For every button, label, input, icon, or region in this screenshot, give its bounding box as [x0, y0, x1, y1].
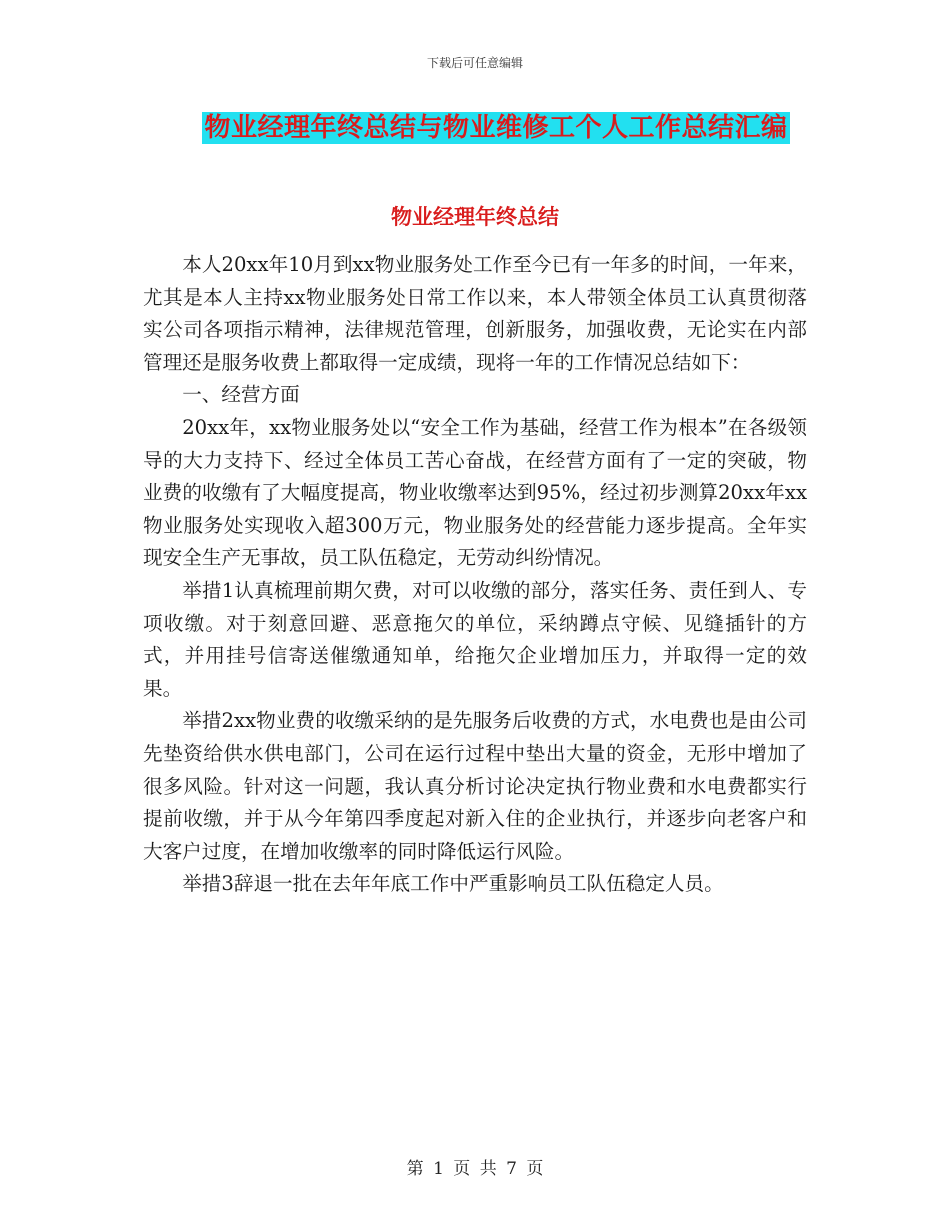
- paragraph-heading-operations: 一、经营方面: [182, 383, 300, 407]
- main-title: 物业经理年终总结与物业维修工个人工作总结汇编: [204, 113, 788, 143]
- paragraph-intro: 本人20xx年10月到xx物业服务处工作至今已有一年多的时间，一年来，尤其是本人主持xx物业服务处日常工作以来，本人带领全体员工认真贯彻落实公司各项指示精神，法律规范管理，创新服务，加强收费，无论实在内部管理还是服务收费上都取得一定成绩，现将一年的工作情况总结如下：: [143, 253, 807, 374]
- document-body: [143, 249, 807, 901]
- section-title: 物业经理年终总结: [391, 204, 559, 229]
- paragraph-measure-3: 举措3辞退一批在去年年底工作中严重影响员工队伍稳定人员。: [182, 872, 724, 896]
- paragraph-measure-2: 举措2xx物业费的收缴采纳的是先服务后收费的方式，水电费也是由公司先垫资给供水供电部门，公司在运行过程中垫出大量的资金，无形中增加了很多风险。针对这一问题，我认真分析讨论决定执行物业费和水电费都实行提前收缴，并于从今年第四季度起对新入住的企业执行，并逐步向老客户和大客户过度，在增加收缴率的同时降低运行风险。: [143, 709, 807, 863]
- paragraph-operations: 20xx年，xx物业服务处以“安全工作为基础，经营工作为根本”在各级领导的大力支持下、经过全体员工苦心奋战，在经营方面有了一定的突破，物业费的收缴有了大幅度提高，物业收缴率达到95%，经过初步测算20xx年xx物业服务处实现收入超300万元，物业服务处的经营能力逐步提高。全年实现安全生产无事故，员工队伍稳定，无劳动纠纷情况。: [143, 415, 807, 570]
- header-note: 下载后可任意编辑: [426, 56, 523, 70]
- page-number-footer: 第 1 页 共 7 页: [406, 1159, 544, 1179]
- main-title-container: [0, 112, 950, 144]
- paragraph-measure-1: 举措1认真梳理前期欠费，对可以收缴的部分，落实任务、责任到人、专项收缴。对于刻意回避、恶意拖欠的单位，采纳蹲点守候、见缝插针的方式，并用挂号信寄送催缴通知单，给拖欠企业增加压力，并取得一定的效果。: [143, 578, 807, 700]
